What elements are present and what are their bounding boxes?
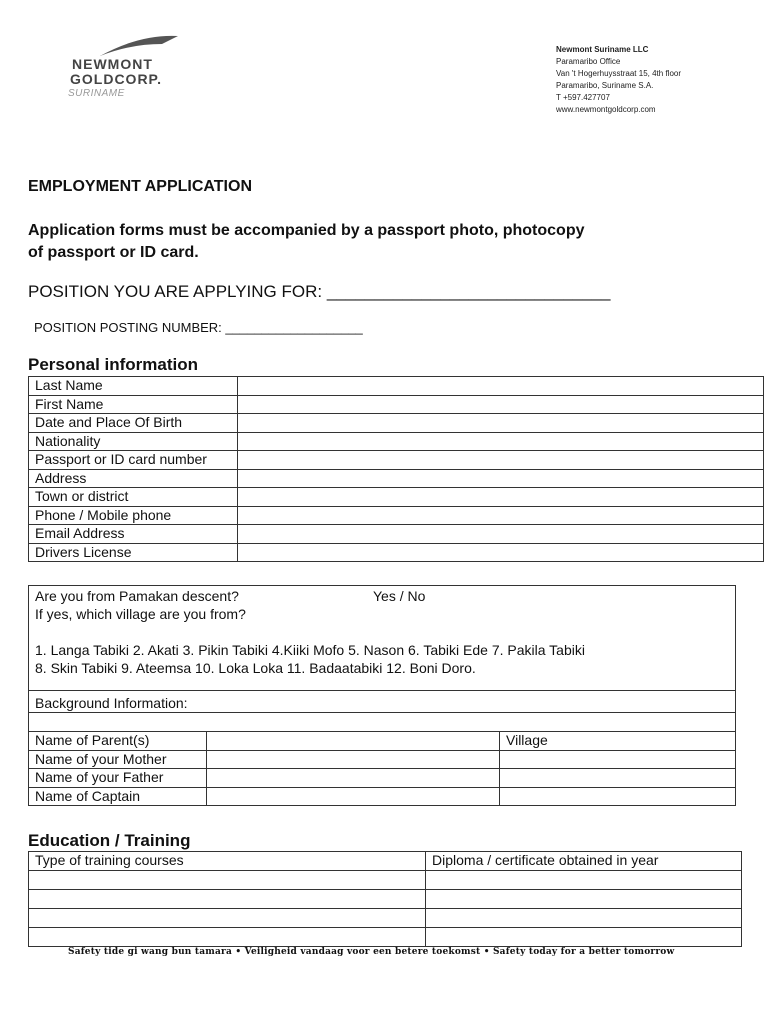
- edu-col1-header: Type of training courses: [29, 852, 426, 871]
- village-list-2: 8. Skin Tabiki 9. Ateemsa 10. Loka Loka 11. Badaatabiki 12. Boni Doro.: [35, 660, 476, 676]
- village-header: Village: [500, 732, 736, 751]
- personal-info-table: [28, 376, 764, 562]
- personal-row-label: Drivers License: [29, 543, 238, 562]
- parent-row-label: Name of your Mother: [29, 750, 207, 769]
- personal-row: [29, 506, 764, 525]
- position-field[interactable]: POSITION YOU ARE APPLYING FOR: ______________________________: [28, 282, 611, 301]
- personal-row-label: Date and Place Of Birth: [29, 414, 238, 433]
- address-phone: T +597.427707: [556, 93, 610, 102]
- diploma-year-input[interactable]: [426, 908, 742, 927]
- personal-row: [29, 395, 764, 414]
- logo-line-1: NEWMONT: [72, 56, 153, 72]
- background-label: Background Information:: [35, 695, 188, 711]
- parent-name-input[interactable]: [207, 787, 500, 806]
- diploma-year-input[interactable]: [426, 870, 742, 889]
- parent-name-input[interactable]: [207, 750, 500, 769]
- pamakan-box: [28, 585, 736, 713]
- personal-row-input[interactable]: [238, 414, 764, 433]
- background-blank-row[interactable]: [28, 712, 736, 732]
- parent-row-label: Name of your Father: [29, 769, 207, 788]
- parent-village-input[interactable]: [500, 769, 736, 788]
- pamakan-answer[interactable]: Yes / No: [373, 588, 426, 604]
- company-logo: [60, 32, 180, 102]
- parent-row-label: Name of Captain: [29, 787, 207, 806]
- parent-row: [29, 787, 736, 806]
- background-row: [29, 690, 735, 713]
- personal-row: [29, 377, 764, 396]
- requirements-note: Application forms must be accompanied by a passport photo, photocopy of passport or ID card.: [28, 222, 585, 261]
- education-row: [29, 870, 742, 889]
- personal-row-label: Nationality: [29, 432, 238, 451]
- posting-number-field[interactable]: POSITION POSTING NUMBER: ___________________: [34, 320, 363, 335]
- address-web: www.newmontgoldcorp.com: [556, 105, 656, 114]
- personal-row-label: Town or district: [29, 488, 238, 507]
- personal-row-input[interactable]: [238, 488, 764, 507]
- parent-name-input[interactable]: [207, 769, 500, 788]
- education-heading: Education / Training: [28, 831, 191, 850]
- training-course-input[interactable]: [29, 889, 426, 908]
- training-course-input[interactable]: [29, 870, 426, 889]
- parent-village-input[interactable]: [500, 787, 736, 806]
- address-company: Newmont Suriname LLC: [556, 45, 649, 54]
- parents-header-blank: [207, 732, 500, 751]
- personal-row-input[interactable]: [238, 469, 764, 488]
- education-row: [29, 889, 742, 908]
- education-row: [29, 908, 742, 927]
- village-list-1: 1. Langa Tabiki 2. Akati 3. Pikin Tabiki 4.Kiiki Mofo 5. Nason 6. Tabiki Ede 7. Pakila Tabiki: [35, 642, 585, 658]
- personal-row-label: Phone / Mobile phone: [29, 506, 238, 525]
- personal-row-input[interactable]: [238, 451, 764, 470]
- personal-row: [29, 488, 764, 507]
- training-course-input[interactable]: [29, 927, 426, 946]
- address-city: Paramaribo, Suriname S.A.: [556, 81, 654, 90]
- company-address: [556, 44, 681, 116]
- address-office: Paramaribo Office: [556, 57, 621, 66]
- personal-row: [29, 432, 764, 451]
- parent-village-input[interactable]: [500, 750, 736, 769]
- personal-row-input[interactable]: [238, 525, 764, 544]
- personal-row: [29, 525, 764, 544]
- logo-swoosh-icon: [100, 32, 180, 58]
- personal-row: [29, 469, 764, 488]
- personal-row-label: Last Name: [29, 377, 238, 396]
- personal-info-heading: Personal information: [28, 355, 199, 374]
- diploma-year-input[interactable]: [426, 927, 742, 946]
- diploma-year-input[interactable]: [426, 889, 742, 908]
- personal-row: [29, 414, 764, 433]
- pamakan-question: Are you from Pamakan descent?: [35, 588, 239, 604]
- parent-row: [29, 769, 736, 788]
- personal-row-label: First Name: [29, 395, 238, 414]
- village-question: If yes, which village are you from?: [35, 606, 246, 622]
- parent-row: [29, 750, 736, 769]
- parents-table: [28, 731, 736, 806]
- personal-row-input[interactable]: [238, 543, 764, 562]
- personal-row-input[interactable]: [238, 432, 764, 451]
- personal-row-label: Email Address: [29, 525, 238, 544]
- parents-header: Name of Parent(s): [29, 732, 207, 751]
- logo-line-2: GOLDCORP.: [70, 71, 162, 87]
- personal-row-input[interactable]: [238, 377, 764, 396]
- page-title: EMPLOYMENT APPLICATION: [28, 178, 252, 195]
- personal-row: [29, 543, 764, 562]
- education-row: [29, 927, 742, 946]
- personal-row-label: Address: [29, 469, 238, 488]
- personal-row-input[interactable]: [238, 395, 764, 414]
- edu-col2-header: Diploma / certificate obtained in year: [426, 852, 742, 871]
- address-street: Van 't Hogerhuysstraat 15, 4th floor: [556, 69, 682, 78]
- personal-row: [29, 451, 764, 470]
- personal-row-input[interactable]: [238, 506, 764, 525]
- logo-line-3: SURINAME: [68, 88, 125, 99]
- education-table: [28, 851, 742, 947]
- personal-row-label: Passport or ID card number: [29, 451, 238, 470]
- training-course-input[interactable]: [29, 908, 426, 927]
- safety-footer: Safety tide gi wang bun tamara • Veiligheid vandaag voor een betere toekomst • Safety today for a better tomorrow: [68, 947, 675, 957]
